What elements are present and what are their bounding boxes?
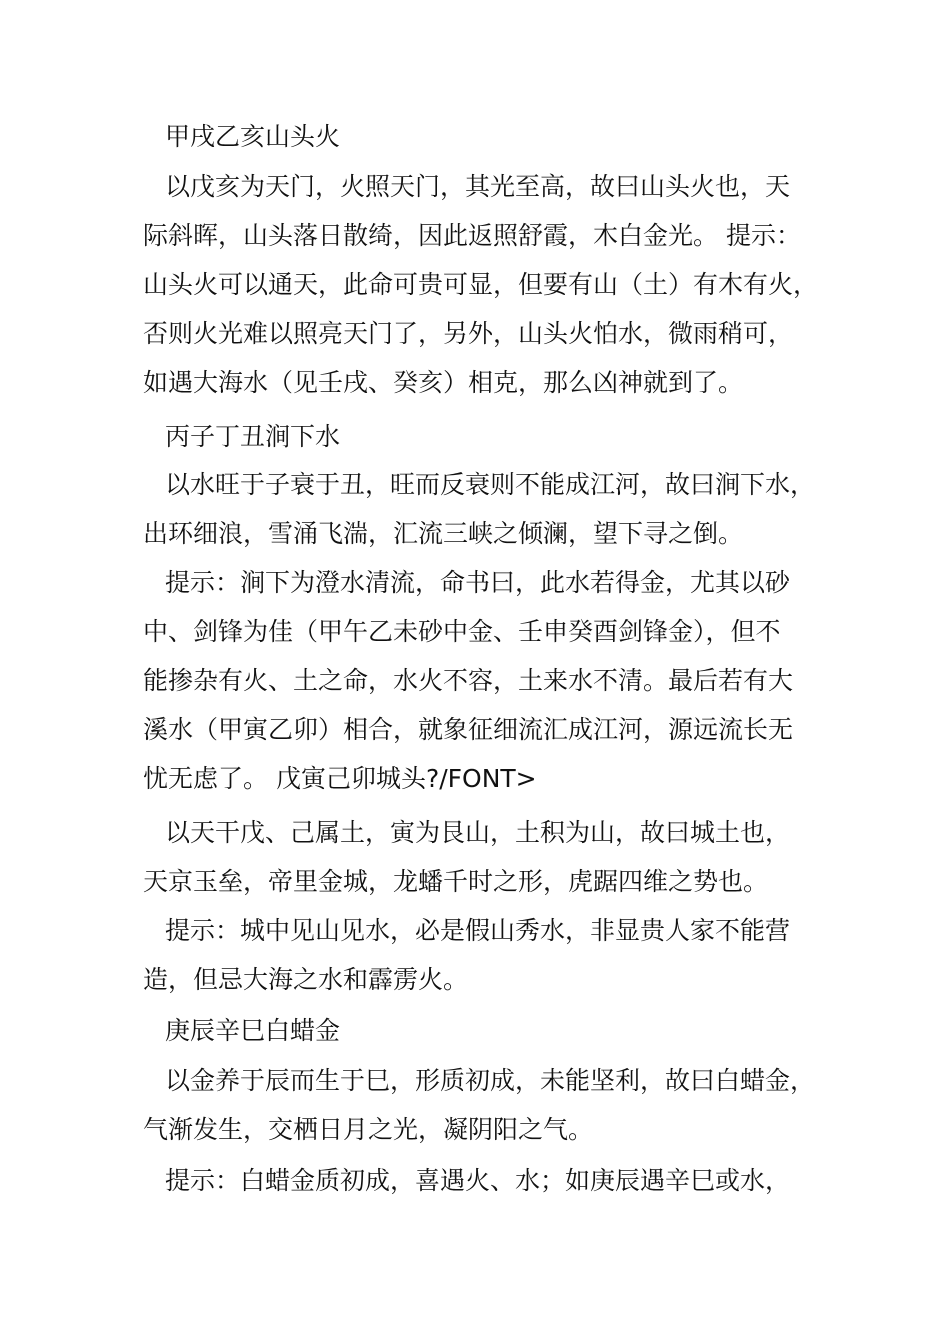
- tip-line: 提示：白蜡金质初成，喜遇火、水；如庚辰遇辛巳或水，: [165, 1166, 791, 1195]
- tip-line: 提示：涧下为澄水清流，命书曰，此水若得金，尤其以砂: [165, 568, 791, 597]
- body-line: 如遇大海水（见壬戌、癸亥）相克，那么凶神就到了。: [143, 368, 744, 397]
- section-tip: [143, 558, 823, 803]
- body-line: 以天干戊、己属土，寅为艮山，土积为山，故曰城土也，: [165, 818, 791, 847]
- body-line: 山头火可以通天，此命可贵可显，但要有山（土）有木有火，: [143, 270, 819, 299]
- section-heading: [143, 112, 845, 161]
- heading-text: 甲戌乙亥山头火: [165, 122, 341, 151]
- body-line: 以水旺于子衰于丑，旺而反衰则不能成江河，故曰涧下水，: [165, 470, 816, 499]
- tip-line: 溪水（甲寅乙卯）相合，就象征细流汇成江河，源远流长无: [143, 715, 794, 744]
- body-line: 以戊亥为天门，火照天门，其光至高，故曰山头火也，天: [165, 172, 791, 201]
- tip-line: 忧无虑了。 戊寅己卯城头?/FONT>: [143, 764, 537, 793]
- body-line: 际斜晖，山头落日散绮，因此返照舒霞，木白金光。 提示：: [143, 221, 801, 250]
- body-line: 以金养于辰而生于巳，形质初成，未能坚利，故曰白蜡金，: [165, 1066, 816, 1095]
- heading-text: 丙子丁丑涧下水: [165, 422, 341, 451]
- section-body: [143, 1056, 823, 1154]
- heading-text: 庚辰辛巳白蜡金: [165, 1016, 341, 1045]
- section-body: [143, 162, 823, 407]
- section-body: [143, 808, 823, 906]
- section-heading: [143, 412, 845, 461]
- body-line: 出环细浪，雪涌飞湍，汇流三峡之倾澜，望下寻之倒。: [143, 519, 744, 548]
- body-line: 否则火光难以照亮天门了，另外，山头火怕水，微雨稍可，: [143, 319, 794, 348]
- tip-line: 中、剑锋为佳（甲午乙未砂中金、壬申癸酉剑锋金），但不: [143, 617, 781, 646]
- section-body: [143, 460, 823, 558]
- tip-line: 造，但忌大海之水和霹雳火。: [143, 965, 469, 994]
- body-line: 气渐发生，交栖日月之光，凝阴阳之气。: [143, 1115, 594, 1144]
- section-tip: [143, 1156, 823, 1205]
- tip-line: 能掺杂有火、土之命，水火不容，土来水不清。最后若有大: [143, 666, 794, 695]
- tip-line: 提示：城中见山见水，必是假山秀水，非显贵人家不能营: [165, 916, 791, 945]
- section-heading: [143, 1006, 845, 1055]
- body-line: 天京玉垒，帝里金城，龙蟠千时之形，虎踞四维之势也。: [143, 867, 769, 896]
- section-tip: [143, 906, 823, 1004]
